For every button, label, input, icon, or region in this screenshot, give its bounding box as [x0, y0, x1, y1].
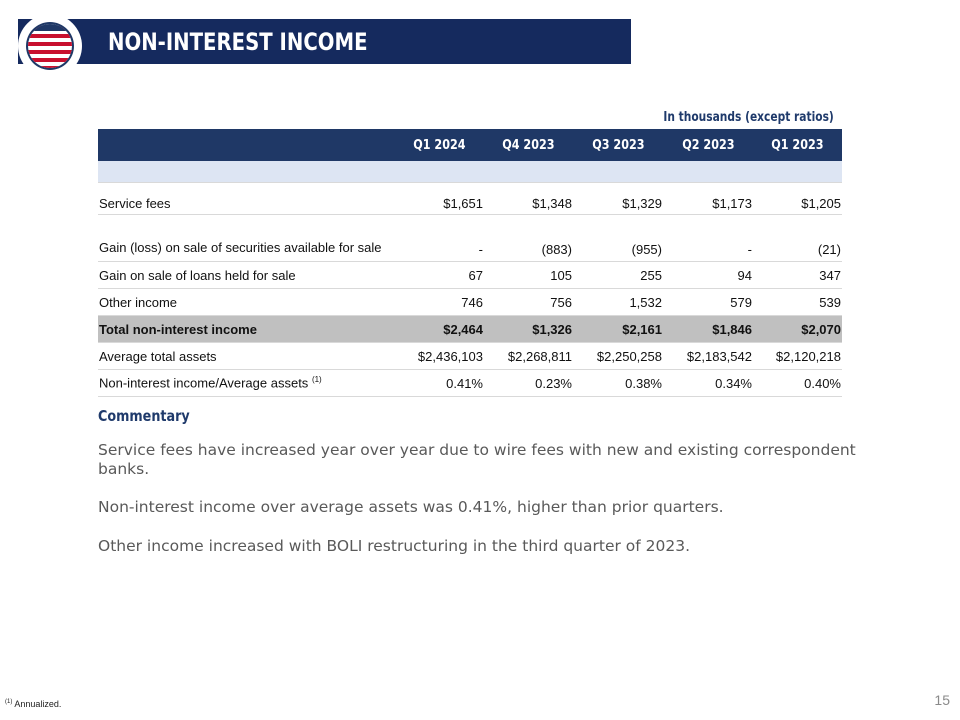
row-label: Average total assets	[98, 343, 394, 370]
table-row	[98, 215, 842, 262]
cell: 579	[663, 289, 753, 316]
row-label: Total non-interest income	[98, 316, 394, 343]
cell: 255	[573, 262, 663, 289]
row-label: Other income	[98, 289, 394, 316]
cell: 105	[484, 262, 573, 289]
cell: 0.34%	[663, 370, 753, 397]
cell: -	[663, 215, 753, 262]
column-header: Q1 2024	[394, 129, 484, 161]
column-header: Q4 2023	[484, 129, 573, 161]
cell: 67	[394, 262, 484, 289]
cell: $2,464	[394, 316, 484, 343]
table-row	[98, 262, 842, 289]
cell: $1,326	[484, 316, 573, 343]
header-blank	[98, 129, 394, 161]
table-row	[98, 370, 842, 397]
cell: $2,120,218	[753, 343, 842, 370]
commentary-paragraph: Other income increased with BOLI restructuring in the third quarter of 2023.	[98, 537, 691, 555]
cell: $2,436,103	[394, 343, 484, 370]
commentary-paragraph: Non-interest income over average assets was 0.41%, higher than prior quarters.	[98, 498, 724, 516]
cell: 94	[663, 262, 753, 289]
cell: $1,173	[663, 183, 753, 215]
cell: 0.41%	[394, 370, 484, 397]
cell: -	[394, 215, 484, 262]
cell: $1,348	[484, 183, 573, 215]
row-label: Gain (loss) on sale of securities available for sale	[98, 215, 394, 262]
cell: (883)	[484, 215, 573, 262]
commentary-paragraph: Service fees have increased year over year due to wire fees with new and existing correspondent banks.	[98, 441, 856, 478]
column-header: Q2 2023	[663, 129, 753, 161]
cell: 347	[753, 262, 842, 289]
column-header: Q3 2023	[573, 129, 663, 161]
cell: $2,268,811	[484, 343, 573, 370]
row-label: Gain on sale of loans held for sale	[98, 262, 394, 289]
units-note: In thousands (except ratios)	[663, 110, 834, 125]
column-header: Q1 2023	[753, 129, 842, 161]
table-row	[98, 183, 842, 215]
cell: $1,205	[753, 183, 842, 215]
table-header-row	[98, 129, 842, 161]
cell: $2,070	[753, 316, 842, 343]
header-band	[98, 161, 842, 183]
total-row	[98, 316, 842, 343]
cell: 539	[753, 289, 842, 316]
row-label: Service fees	[98, 183, 394, 215]
cell: 756	[484, 289, 573, 316]
cell: $2,161	[573, 316, 663, 343]
flag-globe-logo	[18, 14, 82, 78]
cell: $2,250,258	[573, 343, 663, 370]
table-row	[98, 343, 842, 370]
footnote-marker: (1)	[311, 375, 322, 385]
cell: 0.38%	[573, 370, 663, 397]
cell: 0.23%	[484, 370, 573, 397]
page-title: NON-INTEREST INCOME	[108, 28, 368, 56]
cell: 746	[394, 289, 484, 316]
row-label: Non-interest income/Average assets $^{(1)}$	[98, 370, 394, 397]
flag-globe-icon	[25, 21, 75, 71]
footnote: $^{(1)}$ Annualized.	[5, 699, 62, 709]
cell: 1,532	[573, 289, 663, 316]
commentary-title: Commentary	[98, 407, 190, 425]
table-row	[98, 289, 842, 316]
cell: (21)	[753, 215, 842, 262]
cell: (955)	[573, 215, 663, 262]
page-number: 15	[934, 692, 950, 708]
cell: $1,329	[573, 183, 663, 215]
cell: $1,651	[394, 183, 484, 215]
cell: 0.40%	[753, 370, 842, 397]
cell: $2,183,542	[663, 343, 753, 370]
cell: $1,846	[663, 316, 753, 343]
non-interest-income-table	[98, 129, 842, 397]
